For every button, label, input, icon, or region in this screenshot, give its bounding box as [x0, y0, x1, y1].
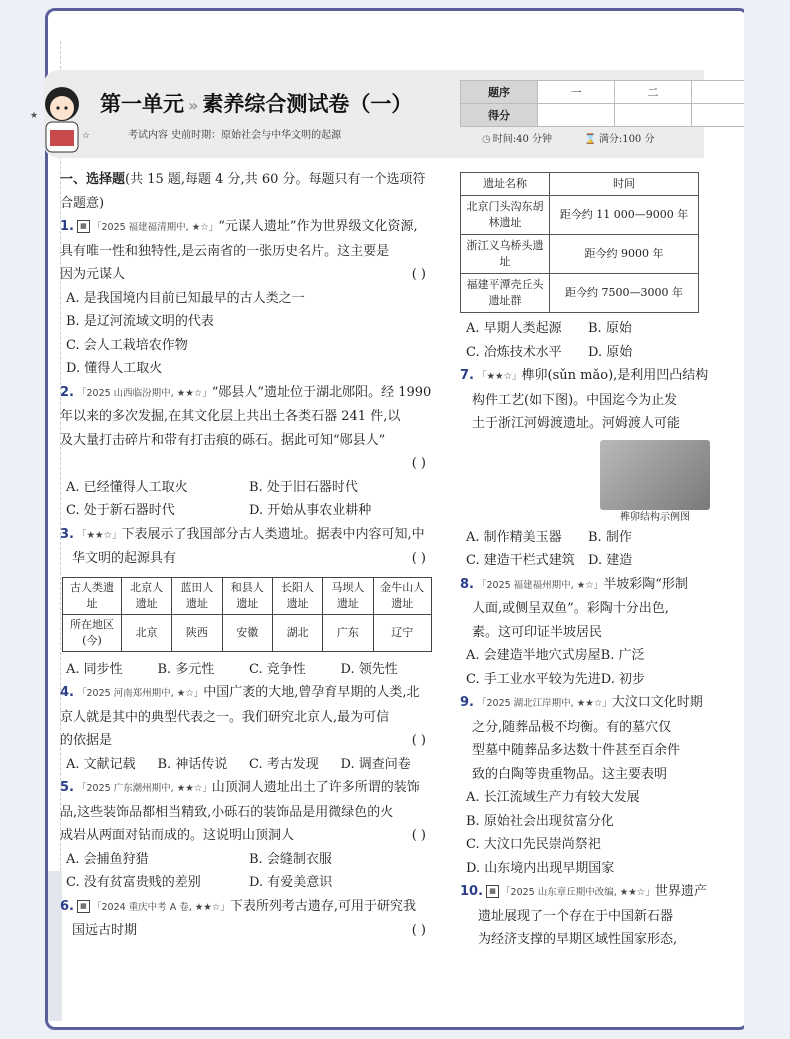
- right-column: [460, 168, 710, 952]
- option-c[interactable]: C. 大汶口先民崇尚祭祀: [466, 837, 601, 852]
- table-cell: 古人类遗址: [63, 577, 122, 614]
- option-b[interactable]: B. 会缝制衣服: [249, 851, 332, 867]
- option-c[interactable]: C. 竞争性: [249, 661, 306, 677]
- option-b[interactable]: B. 原始社会出现贫富分化: [466, 813, 614, 829]
- page-title: 第一单元 » 素养综合测试卷（一）: [100, 92, 413, 116]
- answer-blank[interactable]: ( ): [411, 923, 426, 938]
- option-b[interactable]: B. 是辽河流域文明的代表: [66, 314, 214, 329]
- figure-caption: 榫卯结构示例图: [620, 511, 690, 523]
- option-b[interactable]: B. 处于旧石器时代: [249, 479, 358, 495]
- question-5: 5. 「2025 广东潮州期中, ★★☆」山顶洞人遗址出土了许多所谓的装饰 品,这些装饰品都相当精致,小砾石的装饰品是用微绿色的火 成岩从两面对钻而成的。这说明山顶洞人 ( ) A. 会捕鱼狩猎 B. 会缝制衣服 C. 没有贫富贵贱的差别 D. 有爱美意识: [60, 776, 432, 895]
- score-table-cell: 二: [615, 81, 692, 104]
- option-c[interactable]: C. 冶炼技术水平: [466, 344, 562, 360]
- svg-text:★: ★: [30, 111, 39, 121]
- question-8: 8. 「2025 福建福州期中, ★☆」半坡彩陶“形制 人面,或侧呈双鱼”。彩陶十分出色, 素。这可印证半坡居民 A. 会建造半地穴式房屋 B. 广泛 C. 手工业水平较为先进 D. 初步: [460, 573, 710, 692]
- question-6: 6. ▦ 「2024 重庆中考 A 卷, ★★☆」下表所列考古遗存,可用于研究我 国远古时期 ( ): [60, 895, 432, 943]
- exam-time: 时间:40 分钟: [492, 134, 553, 145]
- option-c[interactable]: C. 考古发现: [249, 756, 319, 772]
- table-cell: 时间: [550, 173, 699, 196]
- score-table-label: 得分: [461, 104, 538, 127]
- question-3: 3. 「★★☆」下表展示了我国部分古人类遗址。据表中内容可知,中 华文明的起源具有 ( ) 古人类遗址 北京人遗址 蓝田人遗址 和县人遗址 长阳人遗址 马坝人遗址 金牛山人遗址 所在地区(今) 北京 陕西 安徽 湖北 广东 辽宁 A. 同步性 B. 多元性 C. 竞争性 D. 领先性: [60, 523, 432, 682]
- question-7: 7. 「★★☆」榫卯(sǔn mǎo),是利用凹凸结构 构件工艺(如下图)。中国迄今为止发 土于浙江河姆渡遗址。河姆渡人可能 榫卯结构示例图 A. 制作精美玉器 B. 制作 C. 建造干栏式建筑 D. 建造: [460, 364, 710, 573]
- svg-text:☆: ☆: [82, 131, 91, 141]
- answer-blank[interactable]: ( ): [411, 267, 426, 282]
- table-cell: 福建平潭壳丘头遗址群: [461, 274, 550, 313]
- option-b[interactable]: B. 原始: [588, 321, 632, 336]
- option-d[interactable]: D. 开始从事农业耕种: [249, 503, 372, 518]
- table-cell: 所在地区(今): [63, 614, 122, 651]
- table-cell: 蓝田人遗址: [172, 577, 222, 614]
- hourglass-icon: ⌛: [584, 134, 597, 145]
- page-edge-mask: [744, 0, 790, 1039]
- grid-icon: ▦: [77, 900, 90, 913]
- answer-blank[interactable]: ( ): [411, 828, 426, 843]
- exam-content-subtitle: 考试内容 史前时期：原始社会与中华文明的起源: [128, 130, 342, 141]
- table-cell: 距今约 9000 年: [550, 235, 699, 274]
- question-source-tag: 「2025 河南郑州期中, ★☆」: [76, 688, 204, 699]
- student-mascot-icon: [24, 78, 94, 158]
- option-d[interactable]: D. 山东境内出现早期国家: [466, 860, 615, 876]
- question-source-tag: 「★★☆」: [76, 529, 122, 541]
- option-d[interactable]: D. 有爱美意识: [249, 875, 333, 890]
- table-cell: 浙江义乌桥头遗址: [461, 235, 550, 274]
- table-cell: 北京门头沟东胡林遗址: [461, 196, 550, 235]
- table-cell: 马坝人遗址: [323, 577, 373, 614]
- option-b[interactable]: B. 制作: [588, 529, 632, 545]
- question-1: 1. ▦ 「2025 福建福清期中, ★☆」“元谋人遗址”作为世界级文化资源, 具有唯一性和独特性,是云南省的一张历史名片。这主要是 因为元谋人 ( ) A. 是我国境内目前已知最早的古人类之一 B. 是辽河流域文明的代表 C. 会人工栽培农作物 D. 懂得人工取火: [60, 215, 432, 381]
- option-a[interactable]: A. 已经懂得人工取火: [66, 479, 188, 495]
- option-a[interactable]: A. 长江流域生产力有较大发展: [466, 790, 640, 805]
- answer-blank[interactable]: ( ): [411, 733, 426, 748]
- score-entry-cell[interactable]: [538, 104, 615, 127]
- option-a[interactable]: A. 会建造半地穴式房屋: [466, 648, 601, 663]
- table-cell: 遗址名称: [461, 173, 550, 196]
- question-source-tag: 「2024 重庆中考 A 卷, ★★☆」: [91, 901, 230, 913]
- grid-icon: ▦: [486, 885, 499, 898]
- option-d[interactable]: D. 懂得人工取火: [66, 361, 163, 376]
- table-cell: 陕西: [172, 614, 222, 651]
- option-d[interactable]: D. 初步: [600, 671, 645, 687]
- option-a[interactable]: A. 早期人类起源: [466, 321, 562, 336]
- table-cell: 长阳人遗址: [272, 577, 322, 614]
- table-cell: 北京人遗址: [121, 577, 171, 614]
- question-10: 10. ▦ 「2025 山东章丘期中改编, ★★☆」世界遗产 遗址展现了一个存在于中国新石器 为经济支撑的早期区域性国家形态,: [460, 884, 707, 947]
- option-d[interactable]: D. 建造: [588, 553, 633, 568]
- option-a[interactable]: A. 制作精美玉器: [466, 529, 562, 545]
- question-9: 9. 「2025 湖北江岸期中, ★★☆」大汶口文化时期 之分,随葬品极不均衡。有的墓穴仅 型墓中随葬品多达数十件甚至百余件 致的白陶等贵重物品。这主要表明 A. 长江流域生产力有较大发展 B. 原始社会出现贫富分化 C. 大汶口先民崇尚祭祀 D. 山东境内出现早期国家: [460, 691, 710, 880]
- question-2: 2. 「2025 山西临汾期中, ★★☆」“郧县人”遗址位于湖北郧阳。经 1990 年以来的多次发掘,在其文化层上共出土各类石器 241 件,以 及大量打击碎片和带有打击痕的砾石。据此可知“郧县人” ( ) A. 已经懂得人工取火 B. 处于旧石器时代 C. 处于新石器时代 D. 开始从事农业耕种: [60, 381, 432, 523]
- option-a[interactable]: A. 会捕鱼狩猎: [66, 851, 149, 867]
- table-cell: 湖北: [272, 614, 322, 651]
- option-c[interactable]: C. 会人工栽培农作物: [66, 337, 188, 353]
- score-entry-cell[interactable]: [615, 104, 692, 127]
- table-cell: 金牛山人遗址: [373, 577, 431, 614]
- question-4: 4. 「2025 河南郑州期中, ★☆」中国广袤的大地,曾孕育早期的人类,北 京人就是其中的典型代表之一。我们研究北京人,最为可信 的依据是 ( ) A. 文献记载 B. 神话传说 C. 考古发现 D. 调查问卷: [60, 681, 432, 776]
- table-cell: 距今约 7500—3000 年: [550, 274, 699, 313]
- score-table-label: 题序: [461, 81, 538, 104]
- answer-blank[interactable]: ( ): [411, 551, 426, 566]
- question-source-tag: 「2025 福建福清期中, ★☆」: [91, 222, 219, 233]
- table-cell: 和县人遗址: [222, 577, 272, 614]
- score-table: [460, 80, 769, 127]
- table-cell: 距今约 11 000—9000 年: [550, 196, 699, 235]
- option-d[interactable]: D. 原始: [588, 344, 633, 360]
- option-c[interactable]: C. 建造干栏式建筑: [466, 553, 575, 568]
- left-column: [60, 168, 432, 943]
- option-a[interactable]: A. 文献记载: [66, 756, 136, 772]
- question-source-tag: 「2025 湖北江岸期中, ★★☆」: [476, 698, 612, 709]
- option-b[interactable]: B. 广泛: [600, 648, 645, 663]
- table-cell: 广东: [323, 614, 373, 651]
- clock-icon: ◷: [482, 134, 491, 145]
- option-d[interactable]: D. 调查问卷: [340, 756, 411, 772]
- mortise-tenon-figure: [600, 440, 710, 510]
- ancient-sites-table: [62, 577, 432, 652]
- option-c[interactable]: C. 手工业水平较为先进: [466, 671, 601, 687]
- exam-full-score: 满分:100 分: [598, 134, 655, 145]
- question-source-tag: 「2025 福建福州期中, ★☆」: [476, 579, 604, 591]
- grid-icon: ▦: [77, 220, 90, 233]
- table-cell: 北京: [121, 614, 171, 651]
- score-table-cell: 一: [538, 81, 615, 104]
- answer-blank[interactable]: ( ): [411, 456, 426, 471]
- relic-sites-table: [460, 172, 699, 313]
- option-b[interactable]: B. 多元性: [157, 661, 215, 677]
- section-heading: 一、选择题(共 15 题,每题 4 分,共 60 分。每题只有一个选项符 合题意): [60, 172, 426, 211]
- option-a[interactable]: A. 同步性: [66, 661, 123, 677]
- option-d[interactable]: D. 领先性: [340, 661, 398, 677]
- option-a[interactable]: A. 是我国境内目前已知最早的古人类之一: [66, 290, 305, 306]
- table-cell: 安徽: [222, 614, 272, 651]
- option-c[interactable]: C. 处于新石器时代: [66, 503, 175, 518]
- exam-meta: [482, 130, 654, 145]
- table-cell: 辽宁: [373, 614, 431, 651]
- option-b[interactable]: B. 神话传说: [157, 756, 228, 772]
- question-source-tag: 「2025 山西临汾期中, ★★☆」: [76, 387, 212, 399]
- option-c[interactable]: C. 没有贫富贵贱的差别: [66, 875, 201, 890]
- question-source-tag: 「2025 山东章丘期中改编, ★★☆」: [501, 887, 655, 898]
- question-source-tag: 「2025 广东潮州期中, ★★☆」: [76, 783, 212, 794]
- question-source-tag: 「★★☆」: [476, 371, 522, 382]
